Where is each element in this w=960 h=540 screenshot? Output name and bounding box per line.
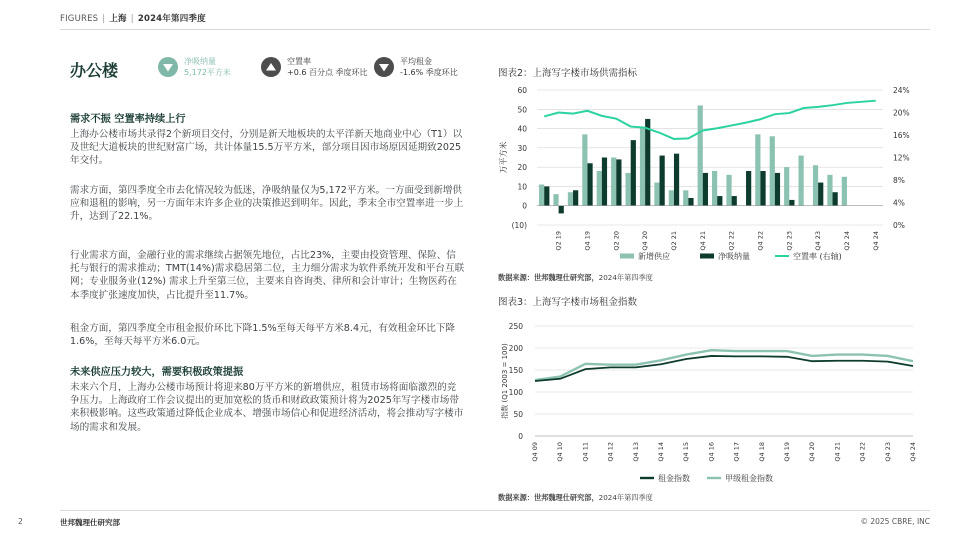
bar <box>602 158 607 206</box>
supply-demand-chart <box>495 80 935 270</box>
x-tick-label: Q4 19 <box>583 231 592 251</box>
bar <box>631 140 636 206</box>
bar <box>559 206 564 214</box>
kpi-value: 5,172平方米 <box>184 68 231 77</box>
bar <box>712 171 717 206</box>
bar <box>539 185 544 206</box>
bar <box>698 105 703 205</box>
x-tick-label: Q4 17 <box>732 442 741 462</box>
down-triangle-icon <box>158 57 178 77</box>
paragraph-rent: 租金方面，第四季度全市租金报价环比下降1.5%至每天每平方米8.4元，有效租金环比下降1.6%，至每天每平方米6.0元。 <box>70 323 456 348</box>
x-tick-label: Q2 23 <box>785 231 794 251</box>
bar <box>703 173 708 206</box>
y-tick-label: 200 <box>508 344 523 353</box>
bar <box>726 175 731 206</box>
x-tick-label: Q2 24 <box>842 231 851 251</box>
bar <box>799 156 804 206</box>
bar <box>760 171 765 206</box>
bar <box>717 196 722 206</box>
bar <box>640 127 645 206</box>
y2-tick-label: 20% <box>893 108 910 118</box>
y-tick-label: 20 <box>517 163 527 173</box>
y-axis-label: 指数 (Q1 2003 = 100) <box>501 343 509 419</box>
x-tick-label: Q4 16 <box>707 442 716 462</box>
bar <box>645 119 650 206</box>
bar <box>755 134 760 205</box>
series-line <box>535 356 913 381</box>
x-tick-label: Q4 18 <box>757 442 766 462</box>
footer-divider <box>60 510 930 511</box>
fig3-source-bold: 数据来源：世邦魏理仕研究部， <box>498 493 599 502</box>
header-period: 2024年第四季度 <box>137 14 206 24</box>
bar <box>626 173 631 206</box>
kpi-value: -1.6% 季度环比 <box>400 68 458 77</box>
y2-tick-label: 0% <box>893 221 905 230</box>
x-tick-label: Q4 15 <box>682 442 691 462</box>
bar <box>827 175 832 206</box>
kpi-value: +0.6 百分点 季度环比 <box>287 68 368 77</box>
y2-tick-label: 4% <box>893 198 905 208</box>
x-tick-label: Q4 23 <box>814 231 823 251</box>
y-tick-label: 30 <box>517 143 527 153</box>
fig3-source <box>498 493 653 503</box>
y2-tick-label: 24% <box>893 86 910 95</box>
bar <box>582 134 587 205</box>
y-tick-label: 50 <box>517 105 527 115</box>
x-tick-label: Q4 19 <box>783 442 791 462</box>
page-header <box>60 12 206 24</box>
header-city: 上海 <box>109 14 127 24</box>
x-tick-label: Q4 09 <box>531 442 539 462</box>
fig2-source <box>498 273 653 283</box>
bar <box>813 165 818 206</box>
down-triangle-icon <box>374 57 394 77</box>
y-tick-label: (10) <box>511 221 527 230</box>
series-line <box>544 101 876 139</box>
y2-tick-label: 12% <box>893 153 910 163</box>
x-tick-label: Q4 10 <box>556 442 565 462</box>
x-tick-label: Q2 22 <box>727 231 736 251</box>
bar <box>660 156 665 206</box>
bar <box>587 163 592 205</box>
bar <box>674 154 679 206</box>
x-tick-label: Q4 24 <box>909 442 917 462</box>
bar <box>544 186 549 205</box>
x-tick-label: Q2 21 <box>669 231 678 251</box>
legend-swatch <box>700 254 714 259</box>
header-separator-2: | <box>130 14 134 24</box>
bar <box>818 183 823 206</box>
legend-label: 甲级租金指数 <box>725 474 773 483</box>
x-tick-label: Q4 22 <box>858 442 867 462</box>
header-divider <box>60 29 930 30</box>
x-tick-label: Q4 13 <box>631 442 640 462</box>
y-tick-label: 250 <box>508 322 523 331</box>
x-tick-label: Q4 23 <box>883 442 892 462</box>
x-tick-label: Q4 24 <box>871 231 880 251</box>
bar <box>746 171 751 206</box>
y-tick-label: 40 <box>517 124 527 134</box>
y-tick-label: 0 <box>522 201 527 211</box>
footer-copyright: © 2025 CBRE, INC <box>860 517 930 526</box>
x-tick-label: Q4 12 <box>606 442 615 462</box>
y-tick-label: 100 <box>508 388 523 397</box>
bar <box>688 198 693 206</box>
header-separator: | <box>102 14 106 24</box>
bar <box>732 196 737 206</box>
x-tick-label: Q2 19 <box>554 231 563 251</box>
bar <box>775 173 780 206</box>
y2-tick-label: 16% <box>893 131 910 140</box>
bar <box>669 190 674 205</box>
header-figures: FIGURES <box>60 14 99 24</box>
y-tick-label: 50 <box>513 410 523 419</box>
bar <box>553 194 558 206</box>
x-tick-label: Q4 22 <box>756 231 765 251</box>
bar <box>573 190 578 205</box>
rent-index-chart <box>495 314 935 488</box>
footer-org: 世邦魏理仕研究部 <box>60 518 120 527</box>
paragraph-supply: 上海办公楼市场共录得2个新项目交付，分别是新天地板块的太平洋新天地商业中心（T1）以及世纪大道板块的世纪财富广场，共计体量15.5万平方米，部分项目因市场原因延期致2025年交付。 <box>70 129 463 167</box>
y-tick-label: 60 <box>517 86 527 95</box>
y-tick-label: 0 <box>518 432 523 441</box>
x-tick-label: Q4 21 <box>833 442 842 462</box>
y-tick-label: 10 <box>517 182 527 192</box>
bar <box>654 183 659 206</box>
y-axis-label: 万平方米 <box>499 141 508 174</box>
x-tick-label: Q4 14 <box>657 442 665 462</box>
bar <box>770 136 775 205</box>
fig2-title: 图表2：上海写字楼市场供需指标 <box>498 68 638 79</box>
x-tick-label: Q4 21 <box>698 231 707 251</box>
kpi-label: 平均租金 <box>400 57 432 66</box>
paragraph-demand: 需求方面，第四季度全市去化情况较为低迷，净吸纳量仅为5,172平方米。一方面受到新增供应和退租的影响，另一方面年末许多企业的决策推迟到明年。因此，季末全市空置率进一步上升，达到了22.1%。 <box>70 185 464 223</box>
legend-label: 新增供应 <box>638 252 670 261</box>
x-tick-label: Q4 11 <box>581 442 590 462</box>
bar <box>789 200 794 206</box>
fig3-title: 图表3：上海写字楼市场租金指数 <box>498 297 638 308</box>
y-tick-label: 150 <box>508 366 523 375</box>
x-tick-label: Q4 20 <box>641 231 650 251</box>
bar <box>611 158 616 206</box>
section-title: 办公楼 <box>70 61 119 80</box>
legend-label: 净吸纳量 <box>718 252 750 261</box>
y2-tick-label: 8% <box>893 176 905 185</box>
up-triangle-icon <box>261 57 281 77</box>
fig2-source-rest: 2024年第四季度 <box>598 273 653 282</box>
bar <box>683 190 688 205</box>
bar <box>616 159 621 205</box>
x-tick-label: Q2 20 <box>612 231 621 251</box>
heading-demand: 需求不振 空置率持续上行 <box>70 114 186 125</box>
page-number: 2 <box>18 517 23 526</box>
heading-future: 未来供应压力较大，需要积极政策提振 <box>70 367 244 378</box>
legend-label: 租金指数 <box>658 474 690 483</box>
fig2-source-bold: 数据来源：世邦魏理仕研究部， <box>498 273 599 282</box>
bar <box>833 192 838 206</box>
bar <box>784 167 789 206</box>
bar <box>568 192 573 206</box>
bar <box>842 177 847 206</box>
x-tick-label: Q4 20 <box>808 442 817 462</box>
kpi-label: 净吸纳量 <box>184 57 216 66</box>
paragraph-outlook: 未来六个月，上海办公楼市场预计将迎来80万平方米的新增供应，租赁市场将面临激烈的竞争压力。上海政府工作会议提出的更加宽松的货币和财政政策预计将为2025年写字楼市场带来积极影响。这些政策通过降低企业成本、增强市场信心和促进经济活动，将会推动写字楼市场的需求和发展。 <box>70 382 464 433</box>
kpi-label: 空置率 <box>287 57 311 66</box>
paragraph-industry: 行业需求方面，金融行业的需求继续占据领先地位，占比23%，主要由投资管理、保险、信托与银行的需求推动；TMT(14%)需求稳居第二位，主力细分需求为软件系统开发和平台互联网；专业服务业(12%) 需求上升至第三位，主要来自咨询类、律所和会计审计；生物医药在本季度扩张速度加快，占比提升至11.7%。 <box>70 250 465 301</box>
fig3-source-rest: 2024年第四季度 <box>598 493 653 502</box>
legend-swatch <box>620 254 634 259</box>
bar <box>597 171 602 206</box>
series-line <box>535 350 913 380</box>
legend-label: 空置率 (右轴) <box>793 252 842 261</box>
